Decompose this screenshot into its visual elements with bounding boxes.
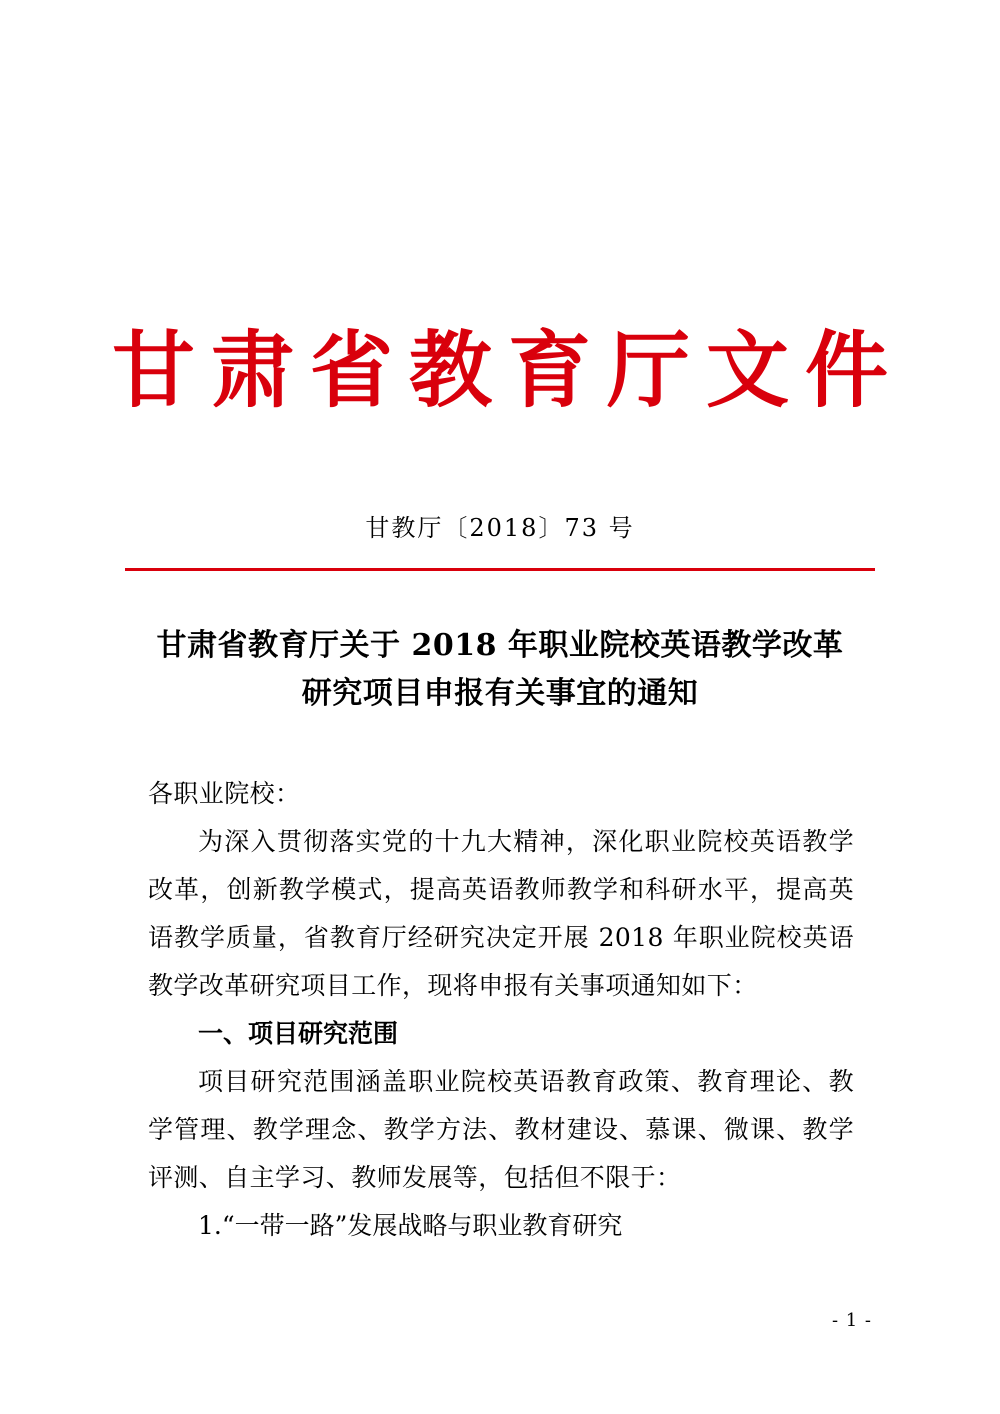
masthead-title: 甘肃省教育厅文件	[112, 321, 904, 419]
section-heading-1: 一、项目研究范围	[198, 1019, 399, 1048]
page-number: - 1 -	[831, 1310, 872, 1331]
list-item: 1.“一带一路”发展战略与职业教育研究	[198, 1211, 623, 1240]
intro-paragraph: 为深入贯彻落实党的十九大精神，深化职业院校英语教学改革，创新教学模式，提高英语教师教学和科研水平，提高英语教学质量，省教育厅经研究决定开展 2018 年职业院校英语教学改革研究项目工作，现将申报有关事项通知如下：	[148, 827, 854, 1000]
red-divider-rule	[125, 568, 875, 571]
salutation: 各职业院校：	[148, 779, 301, 808]
document-number: 甘教厅〔2018〕73 号	[365, 514, 635, 542]
page-title: 甘肃省教育厅关于 2018 年职业院校英语教学改革研究项目申报有关事宜的通知	[156, 628, 844, 711]
masthead	[0, 321, 1000, 419]
section-1-paragraph: 项目研究范围涵盖职业院校英语教育政策、教育理论、教学管理、教学理念、教学方法、教材建设、慕课、微课、教学评测、自主学习、教师发展等，包括但不限于：	[148, 1067, 854, 1192]
document-body	[148, 770, 854, 1250]
